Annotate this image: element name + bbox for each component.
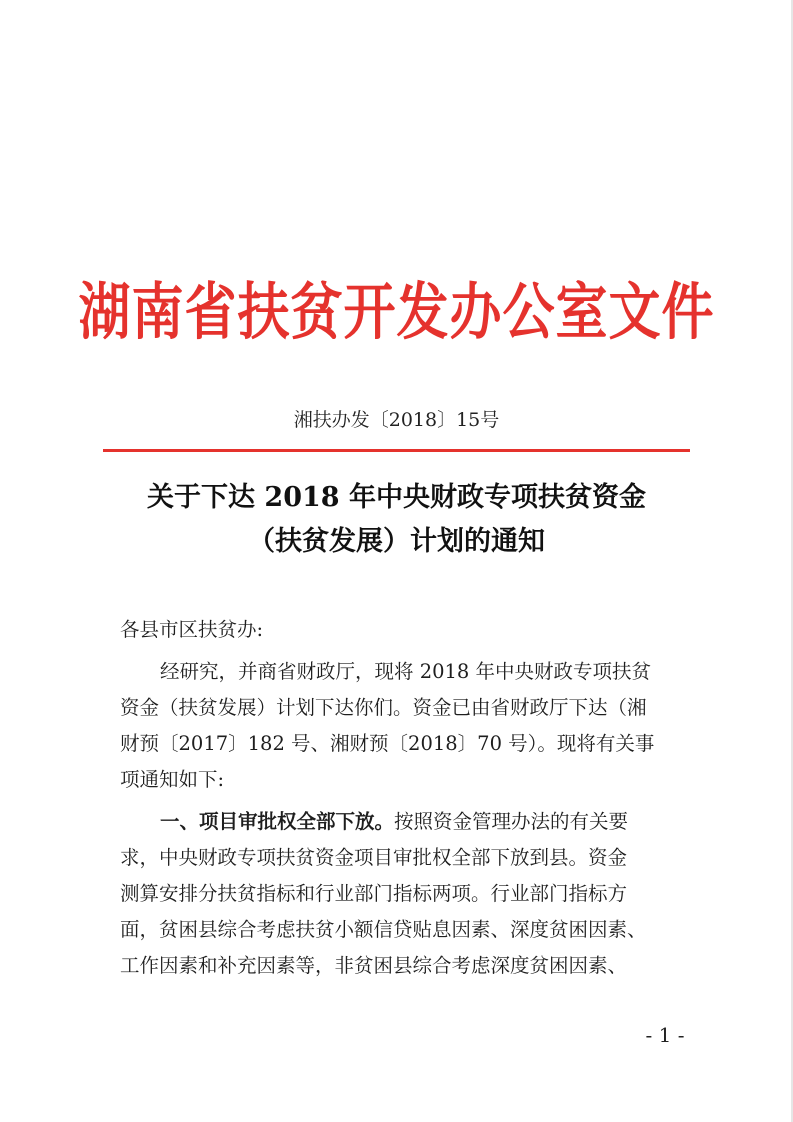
section-1-line-3: 测算安排分扶贫指标和行业部门指标两项。行业部门指标方 xyxy=(120,882,628,905)
section-1-line-4: 面，贫困县综合考虑扶贫小额信贷贴息因素、深度贫困因素、 xyxy=(120,918,647,941)
issuer-masthead: 湖南省扶贫开发办公室文件 xyxy=(78,276,715,349)
section-1-line-1 xyxy=(120,804,686,840)
paragraph-1-line-1: 经研究，并商省财政厅，现将 2018 年中央财政专项扶贫 xyxy=(160,660,652,683)
section-1-line-2: 求，中央财政专项扶贫资金项目审批权全部下放到县。资金 xyxy=(120,846,628,869)
section-1-line-5: 工作因素和补充因素等，非贫困县综合考虑深度贫困因素、 xyxy=(120,954,628,977)
red-separator-line xyxy=(103,449,690,452)
document-number: 湘扶办发〔2018〕15号 xyxy=(293,409,500,431)
document-title xyxy=(0,476,793,564)
section-1-first-text: 按照资金管理办法的有关要 xyxy=(394,810,629,833)
document-title-line-1: 关于下达 2018 年中央财政专项扶贫资金 xyxy=(147,482,646,513)
salutation: 各县市区扶贫办: xyxy=(120,618,264,641)
document-title-line-2: （扶贫发展）计划的通知 xyxy=(248,526,545,557)
document-body xyxy=(120,612,686,984)
paragraph-1-line-2: 资金（扶贫发展）计划下达你们。资金已由省财政厅下达（湘 xyxy=(120,696,647,719)
paragraph-1-line-3: 财预〔2017〕182 号、湘财预〔2018〕70 号）。现将有关事 xyxy=(120,732,655,755)
section-1-heading: 一、项目审批权全部下放。 xyxy=(160,810,395,833)
paragraph-1-line-4: 项通知如下: xyxy=(120,768,225,791)
page-number: - 1 - xyxy=(645,1023,685,1047)
